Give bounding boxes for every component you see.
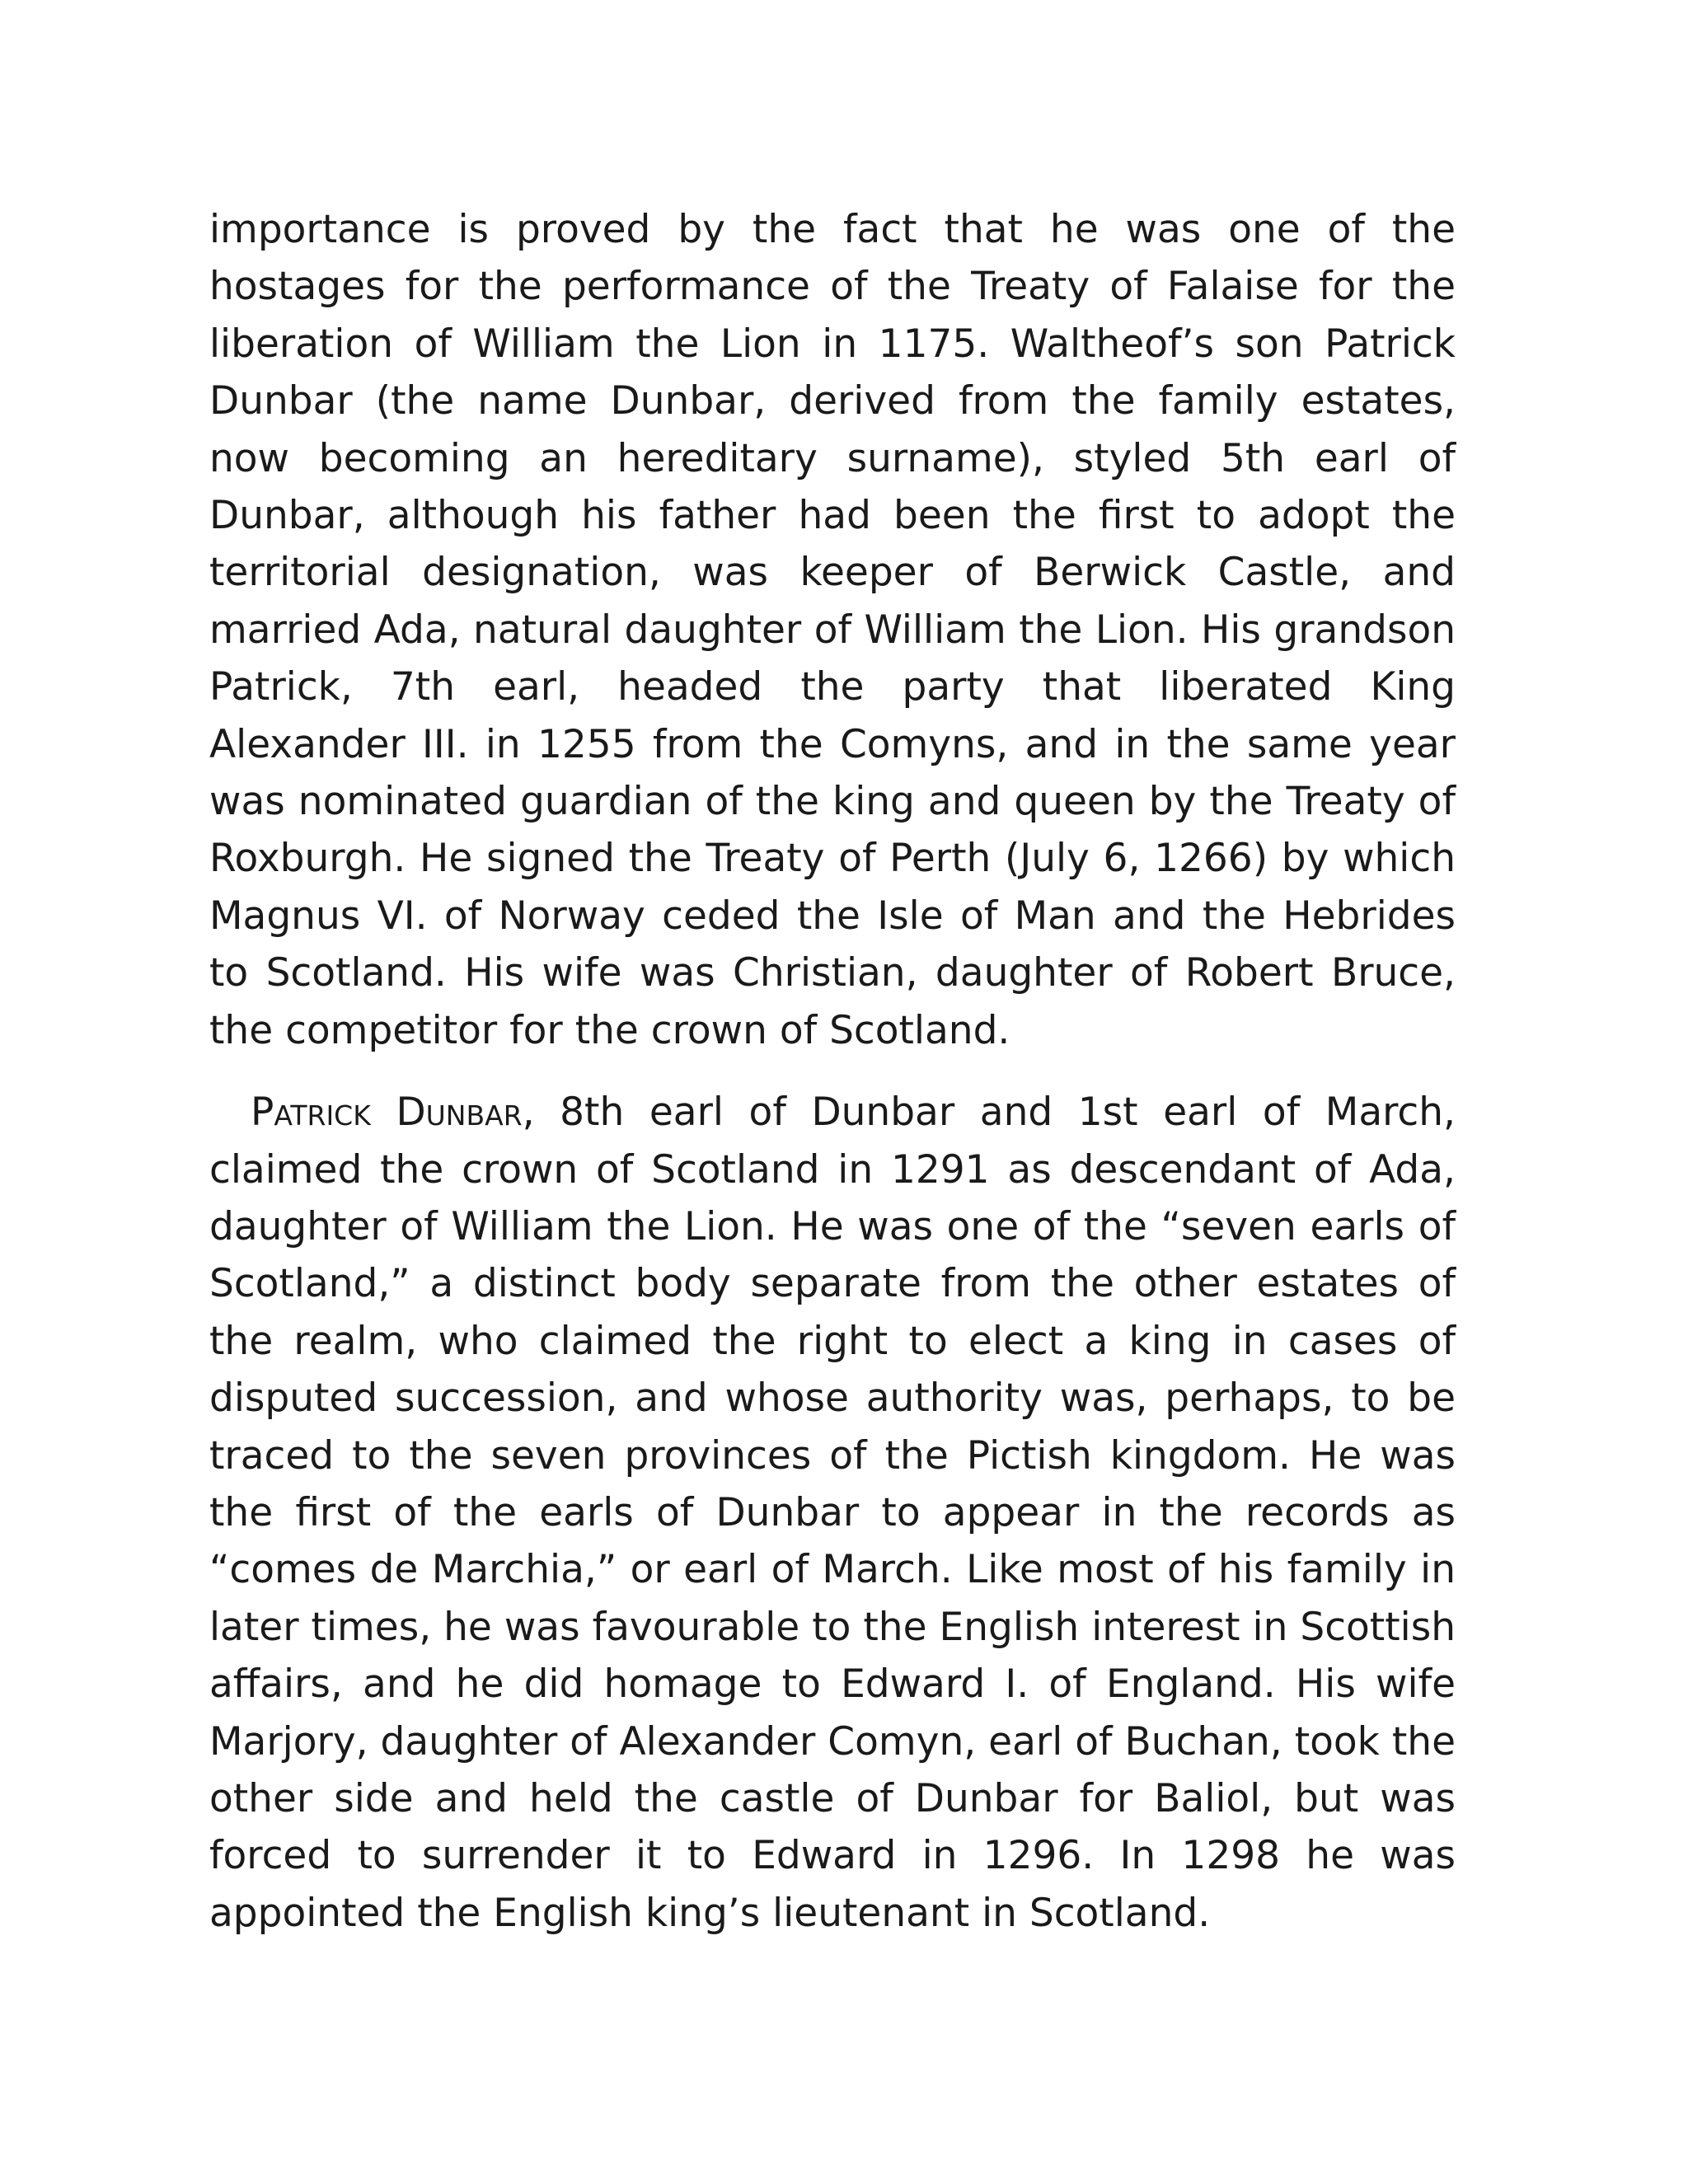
paragraph-2 bbox=[209, 1084, 1456, 1942]
paragraph-1: importance is proved by the fact that he was one of the hostages for the performance of the Treaty of Falaise for the liberation of William the Lion in 1175. Waltheof’s son Patrick Dunbar (the name Dunbar, derived from the family estates, now becoming an hereditary surname), styled 5th earl of Dunbar, although his father had been the first to adopt the territorial designation, was keeper of Berwick Castle, and married Ada, natural daughter of William the Lion. His grandson Patrick, 7th earl, headed the party that liberated King Alexander III. in 1255 from the Comyns, and in the same year was nominated guardian of the king and queen by the Treaty of Roxburgh. He signed the Treaty of Perth (July 6, 1266) by which Magnus VI. of Norway ceded the Isle of Man and the Hebrides to Scotland. His wife was Christian, daughter of Robert Bruce, the competitor for the crown of Scotland. bbox=[209, 207, 1456, 1053]
document-body bbox=[209, 201, 1456, 1942]
entry-name: Patrick Dunbar bbox=[251, 1090, 523, 1136]
paragraph-2-text: , 8th earl of Dunbar and 1st earl of March, claimed the crown of Scotland in 1291 as descendant of Ada, daughter of William the Lion. He was one of the “seven earls of Scotland,” a distinct body separate from the other estates of the realm, who claimed the right to elect a king in cases of disputed succession, and whose authority was, perhaps, to be traced to the seven provinces of the Pictish kingdom. He was the first of the earls of Dunbar to appear in the records as “comes de Marchia,” or earl of March. Like most of his family in later times, he was favourable to the English interest in Scottish affairs, and he did homage to Edward I. of England. His wife Marjory, daughter of Alexander Comyn, earl of Buchan, took the other side and held the castle of Dunbar for Baliol, but was forced to surrender it to Edward in 1296. In 1298 he was appointed the English king’s lieutenant in Scotland. bbox=[209, 1090, 1456, 1936]
